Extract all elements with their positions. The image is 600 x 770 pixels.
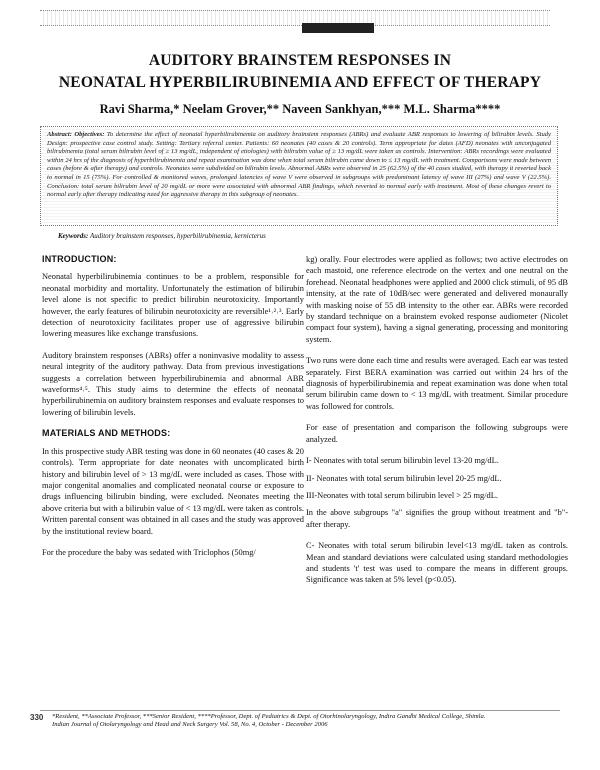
keywords bbox=[58, 232, 558, 240]
right-paragraph-5: C- Neonates with total serum bilirubin level<13 mg/dL taken as controls. Mean and standard deviations were calculated using standard methodologies and students 't' test was used to compare the means in different groups. Significance was taken at 5% level (p<0.05). bbox=[306, 541, 568, 585]
title-line-1: AUDITORY BRAINSTEM RESPONSES IN bbox=[148, 52, 452, 69]
journal-header-band bbox=[40, 10, 550, 26]
abstract-label: Abstract: Objectives: bbox=[47, 131, 105, 138]
subgroup-2: II- Neonates with total serum bilirubin level 20-25 mg/dL. bbox=[306, 473, 502, 483]
right-paragraph-2: Two runs were done each time and results were averaged. Each ear was tested separately. First BERA examination was carried out within 24 hrs of the diagnosis of hyperbilirubinemia and repeat examination was done when total serum bilirubin came down to < 13 mg/dL with treatment. Similar procedure was followed for controls. bbox=[306, 356, 568, 411]
footnote bbox=[52, 713, 552, 730]
abstract-body: To determine the effect of neonatal hyperbilirubinemia on auditory brainstem responses (ABRs) and evaluate ABR responses to lowering of bilirubin levels. Study Design: prospective case control study. Setting: Tertiary referral center. Patients: 60 neonates (40 cases & 20 controls). Term appropriate for dates (AFD) neonates with unconjugated bilirubinemia (total serum bilirubin level of ≥ 13 mg/dL, independent of etiologies) with bilirubin value of ≥ 13 mg/dL were taken as controls. Intervention: ABRs recordings were evaluated within 24 hrs of the diagnosis of hyperbilirubinemia and repeat examination was done when total serum bilirubin came down to ≤ 13 mg/dL with treatment. Comparisons were made between cases (before & after therapy) and controls. Neonates were subdivided on bilirubin levels. Abnormal ABRs were observed in 25 (62.5%) of the 40 cases studied, with therapy it reverted back to normal in 15 (75%). For controlled & monitored waves, prolonged latencies of wave V were observed in subgroups with predominant latency of wave III (27%) and wave V (22.5%). Conclusion: total serum bilirubin level of 20 mg/dL or more were associated with abnormal ABR findings, which reverted to normal early with treatment. Most of these changes revert to normal early after therapy indicating need for aggressive therapy in this subgroup of neonates. bbox=[47, 131, 551, 199]
subgroup-3: III-Neonates with total serum bilirubin level > 25 mg/dL. bbox=[306, 490, 498, 500]
right-paragraph-3: For ease of presentation and comparison the following subgroups were analyzed. bbox=[306, 423, 568, 444]
methods-paragraph-2: For the procedure the baby was sedated with Triclophos (50mg/ bbox=[42, 547, 256, 557]
introduction-heading: INTRODUCTION: bbox=[42, 254, 117, 264]
right-column bbox=[306, 254, 568, 596]
introduction-paragraph-1: Neonatal hyperbilirubinemia continues to be a problem, responsible for neonatal morbidity and mortality. Unfortunately the estimation of bilirubin level alone is not specific to predict bilirubin neurotoxicity. Importantly however, the early features of bilirubin neurotoxicity are reversible¹˒²˒³. Early detection of neurotoxicity facilitates proper use of aggressive bilirubin lowering measures like exchange transfusions. bbox=[42, 272, 304, 339]
keywords-label: Keywords: bbox=[58, 232, 89, 240]
subgroup-1: I- Neonates with total serum bilirubin level 13-20 mg/dL. bbox=[306, 456, 499, 466]
article-title bbox=[40, 50, 560, 94]
page-number: 330 bbox=[30, 713, 44, 722]
right-paragraph-4: In the above subgroups "a" signifies the group without treatment and "b"- after therapy. bbox=[306, 508, 568, 529]
methods-heading: MATERIALS AND METHODS: bbox=[42, 428, 171, 439]
title-line-2: NEONATAL HYPERBILIRUBINEMIA AND EFFECT OF THERAPY bbox=[58, 74, 542, 91]
journal-header-block bbox=[302, 23, 374, 33]
right-paragraph-1: kg) orally. Four electrodes were applied as follows; two active electrodes on each mastoid, one reference electrode on the vertex and one neutral on the forehead. Neonatal headphones were applied and 2000 click stimuli, of 95 dB intensity, at the rate of 10dB/sec were generated and delivered monaurally with masking noise of 55 dB intensity to the other ear. ABRs were recorded by standard technique on a brainstem evoked response audiometer (Nicolet compact four system), having a signal generating, processing and monitoring system. bbox=[306, 255, 568, 344]
abstract-box bbox=[40, 126, 558, 226]
left-column bbox=[42, 254, 304, 568]
footnote-divider bbox=[40, 710, 560, 711]
abstract bbox=[47, 131, 551, 200]
keywords-text: Auditory brainstem responses, hyperbilirubinemia, kernicterus bbox=[89, 232, 266, 240]
footnote-affiliations: *Resident, **Associate Professor, ***Senior Resident, ****Professor, Dept. of Pediatrics & Dept. of Otorhinolaryngology, Indira Gandhi Medical College, Shimla. bbox=[52, 713, 486, 720]
methods-paragraph-1: In this prospective study ABR testing was done in 60 neonates (40 cases & 20 controls). Term appropriate for date neonates with uncomplicated birth history and bilirubin level of > 13 mg/dL were included as cases. Those with major congenital anomalies and complicated neonatal course or exposure to drugs influencing bilirubin binding, were excluded. Neonates meeting the above criteria but with a bilirubin value of < 13 mg/dL were taken as controls. Written parental consent was obtained in all cases and the study was approved by the institutional review board. bbox=[42, 446, 304, 536]
footnote-journal: Indian Journal of Otolaryngology and Head and Neck Surgery Vol. 58, No. 4, October - December 2006 bbox=[52, 721, 328, 729]
author-list: Ravi Sharma,* Neelam Grover,** Naveen Sankhyan,*** M.L. Sharma**** bbox=[99, 102, 501, 116]
introduction-paragraph-2: Auditory brainstem responses (ABRs) offer a noninvasive modality to assess neural integrity of the auditory pathway. Data from previous investigations suggests a correlation between hyperbilirubinemia and abnormal ABR waveforms⁴˒⁵. This study aims to determine the effects of neonatal hyperbilirubinemia on auditory brainstem responses and evaluate responses to lowering of bilirubin levels. bbox=[42, 350, 304, 417]
